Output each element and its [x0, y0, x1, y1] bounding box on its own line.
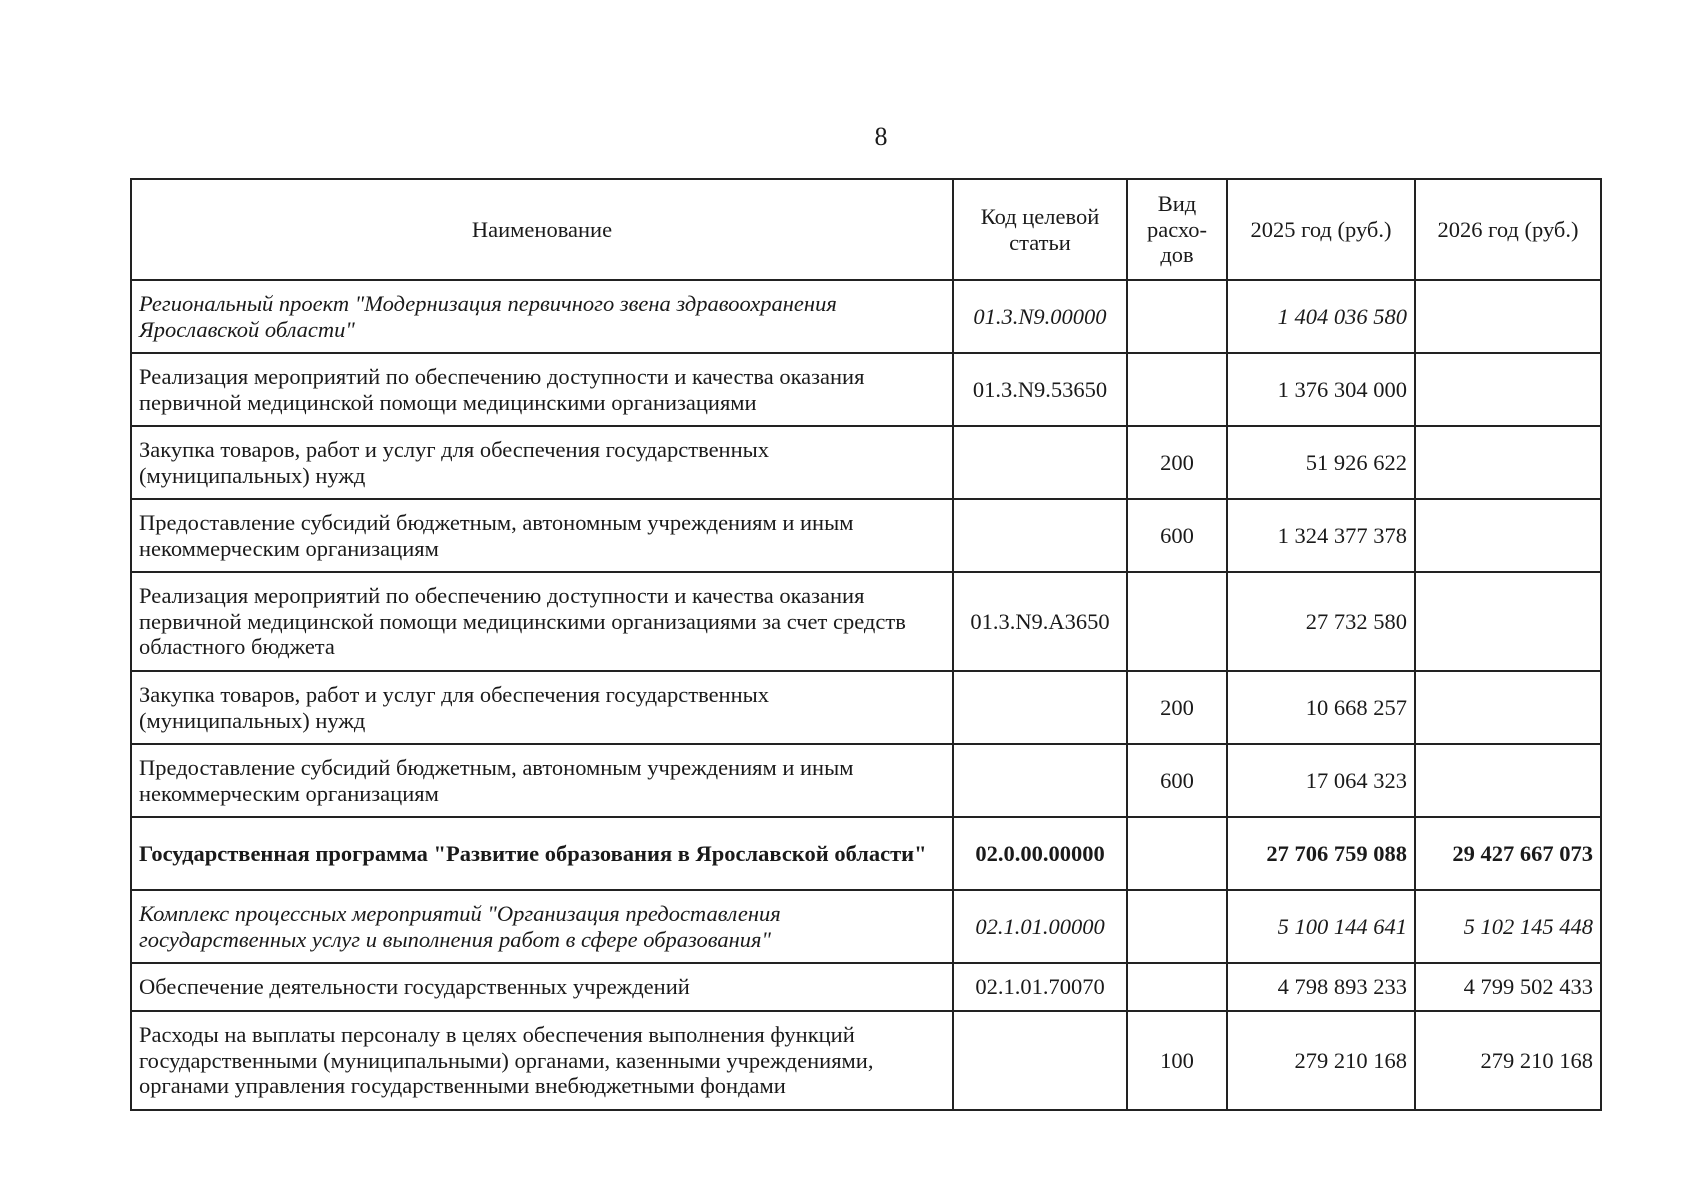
table-row	[131, 426, 1601, 499]
cell-code	[953, 671, 1127, 744]
cell-code	[953, 744, 1127, 817]
cell-2026	[1415, 353, 1601, 426]
table-row	[131, 572, 1601, 671]
cell-2025: 1 404 036 580	[1227, 280, 1415, 353]
cell-code: 02.0.00.00000	[953, 817, 1127, 890]
table-header-row	[131, 179, 1601, 280]
cell-kind	[1127, 280, 1227, 353]
table-body	[131, 280, 1601, 1110]
cell-2025: 4 798 893 233	[1227, 963, 1415, 1011]
header-name: Наименование	[131, 179, 953, 280]
cell-2025: 17 064 323	[1227, 744, 1415, 817]
header-kind: Вид расхо-дов	[1127, 179, 1227, 280]
page-number: 8	[874, 122, 888, 151]
cell-name: Реализация мероприятий по обеспечению доступности и качества оказания первичной медицинской помощи медицинскими организациями	[131, 353, 953, 426]
cell-code	[953, 1011, 1127, 1110]
cell-kind: 600	[1127, 499, 1227, 572]
cell-kind: 200	[1127, 671, 1227, 744]
cell-2025: 1 376 304 000	[1227, 353, 1415, 426]
table-row	[131, 353, 1601, 426]
cell-2025: 1 324 377 378	[1227, 499, 1415, 572]
cell-code: 02.1.01.70070	[953, 963, 1127, 1011]
cell-name: Закупка товаров, работ и услуг для обеспечения государственных (муниципальных) нужд	[131, 426, 953, 499]
cell-kind: 100	[1127, 1011, 1227, 1110]
header-code: Код целевой статьи	[953, 179, 1127, 280]
cell-2025: 27 732 580	[1227, 572, 1415, 671]
table-row	[131, 499, 1601, 572]
cell-code: 01.3.N9.53650	[953, 353, 1127, 426]
cell-name: Закупка товаров, работ и услуг для обеспечения государственных (муниципальных) нужд	[131, 671, 953, 744]
header-2026: 2026 год (руб.)	[1415, 179, 1601, 280]
cell-name: Расходы на выплаты персоналу в целях обеспечения выполнения функций государственными (муниципальными) органами, казенными учреждениями, органами управления государственными внебюджетными фондами	[131, 1011, 953, 1110]
cell-kind	[1127, 817, 1227, 890]
table-row	[131, 890, 1601, 963]
table-row	[131, 817, 1601, 890]
cell-code	[953, 499, 1127, 572]
cell-2026: 279 210 168	[1415, 1011, 1601, 1110]
table-row	[131, 280, 1601, 353]
cell-2025: 51 926 622	[1227, 426, 1415, 499]
cell-code: 01.3.N9.A3650	[953, 572, 1127, 671]
table-row	[131, 744, 1601, 817]
cell-code	[953, 426, 1127, 499]
cell-2026	[1415, 671, 1601, 744]
cell-name: Государственная программа "Развитие образования в Ярославской области"	[131, 817, 953, 890]
cell-kind	[1127, 572, 1227, 671]
cell-2026	[1415, 280, 1601, 353]
cell-kind	[1127, 353, 1227, 426]
cell-2026	[1415, 499, 1601, 572]
cell-name: Предоставление субсидий бюджетным, автономным учреждениям и иным некоммерческим организациям	[131, 744, 953, 817]
cell-2025: 27 706 759 088	[1227, 817, 1415, 890]
cell-code: 02.1.01.00000	[953, 890, 1127, 963]
table-row	[131, 1011, 1601, 1110]
cell-2025: 5 100 144 641	[1227, 890, 1415, 963]
cell-2025: 279 210 168	[1227, 1011, 1415, 1110]
cell-kind	[1127, 963, 1227, 1011]
cell-2026	[1415, 572, 1601, 671]
cell-code: 01.3.N9.00000	[953, 280, 1127, 353]
cell-2026: 4 799 502 433	[1415, 963, 1601, 1011]
cell-2026	[1415, 744, 1601, 817]
cell-name: Региональный проект "Модернизация первичного звена здравоохранения Ярославской области"	[131, 280, 953, 353]
cell-2026: 29 427 667 073	[1415, 817, 1601, 890]
cell-name: Предоставление субсидий бюджетным, автономным учреждениям и иным некоммерческим организациям	[131, 499, 953, 572]
cell-kind: 200	[1127, 426, 1227, 499]
header-2025: 2025 год (руб.)	[1227, 179, 1415, 280]
cell-kind: 600	[1127, 744, 1227, 817]
cell-name: Реализация мероприятий по обеспечению доступности и качества оказания первичной медицинской помощи медицинскими организациями за счет средств областного бюджета	[131, 572, 953, 671]
cell-2026	[1415, 426, 1601, 499]
cell-kind	[1127, 890, 1227, 963]
cell-name: Комплекс процессных мероприятий "Организация предоставления государственных услуг и выполнения работ в сфере образования"	[131, 890, 953, 963]
cell-2026: 5 102 145 448	[1415, 890, 1601, 963]
cell-2025: 10 668 257	[1227, 671, 1415, 744]
table-row	[131, 671, 1601, 744]
budget-table	[130, 178, 1602, 1111]
table-row	[131, 963, 1601, 1011]
cell-name: Обеспечение деятельности государственных учреждений	[131, 963, 953, 1011]
